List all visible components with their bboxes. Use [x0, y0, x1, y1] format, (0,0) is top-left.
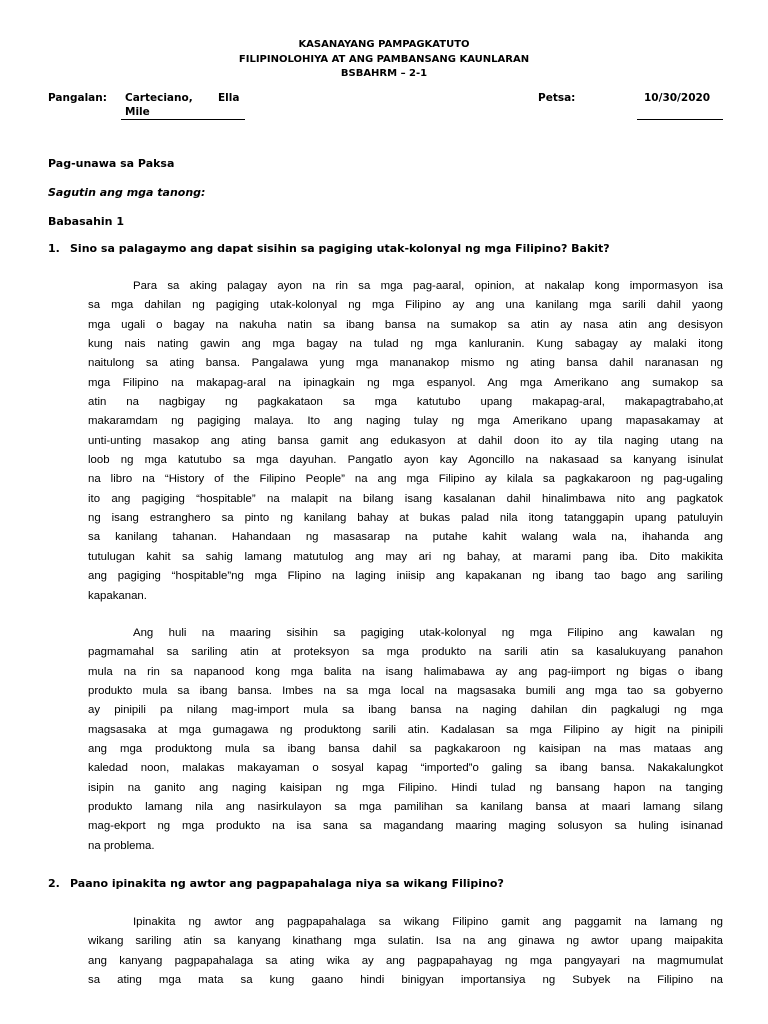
header-line-1: KASANAYANG PAMPAGKATUTO: [298, 39, 470, 50]
text-line: kaledad noon, malakas makayaman o sosyal kapag “imported”o galing sa ibang bansa. Nakakalungkot: [88, 762, 723, 775]
surname-value: Carteciano,: [125, 92, 193, 104]
question-1-number: 1.: [48, 242, 60, 255]
question-2-text: Paano ipinakita ng awtor ang pagpapahalaga niya sa wikang Filipino?: [70, 877, 504, 890]
text-line: mga Filipino na makapag-aral na ipinagkain ng mga espanyol. Ang mga Amerikano ang sumakop sa: [88, 376, 723, 389]
text-line: mga ugali o bagay na nakuha natin sa ibang bansa na sumakop sa atin ay nasa atin ang desisyon: [88, 318, 723, 331]
text-line: magsasaka at mga gumagawa ng produktong sarili atin. Kadalasan sa mga Filipino ay higit na pinipili: [88, 723, 723, 736]
text-line: isipin na ganito ang naging kaisipan ng mga Filipino. Hindi tulad ng bansang hapon na tanging: [88, 781, 723, 794]
date-underline: [637, 119, 723, 120]
reading-title: Babasahin 1: [48, 215, 124, 228]
text-line: sa mga dahilan ng pagiging utak-kolonyal ng mga Filipino ay ang una kanilang mga sarili dahil yaong: [88, 299, 723, 312]
answer-2-paragraph-1: [88, 913, 723, 990]
document-header: [0, 38, 768, 82]
date-value: 10/30/2020: [644, 92, 711, 104]
text-line: loob ng mga katutubo sa mga dayuhan. Pangatlo ayon kay Agoncillo na nakasaad sa kanyang isinulat: [88, 454, 723, 467]
text-line: ng isang estranghero sa pinto ng kanilang bahay at bukas palad nila itong tatanggapin upang patuluyin: [88, 512, 723, 525]
text-line: sa kanilang tahanan. Hahandaan ng masasarap na putahe kahit walang wala na, ihahanda ang: [88, 531, 723, 544]
text-line: na problema.: [88, 839, 155, 852]
text-line: wikang sariling atin sa kanyang kinathang mga sulatin. Isa na ang ginawa ng awtor upang maipakita: [88, 935, 723, 948]
text-line: pagmamahal sa sariling atin at proteksyon sa mga produkto na sarili atin sa kasalukuyang panahon: [88, 646, 723, 659]
text-line: atin na nagbigay ng pagkakataon sa mga katutubo upang makapag-aral, makapagtrabaho,at: [88, 396, 723, 409]
text-line: mula na rin sa napanood kong mga balita na isang halimabawa ay ang pag-iimport ng bigas o ibang: [88, 665, 723, 678]
date-label: Petsa:: [538, 92, 576, 104]
header-line-2: FILIPINOLOHIYA AT ANG PAMBANSANG KAUNLARAN: [238, 53, 530, 65]
text-line: ang kanyang pagpapahalaga sa ating wika ay ang pagpapahayag ng mga pangyayari na magmumulat: [88, 954, 723, 967]
instruction: Sagutin ang mga tanong:: [48, 186, 206, 199]
text-line: kapakanan.: [88, 589, 147, 602]
middle-name-value: Mile: [125, 106, 150, 118]
answer-1-paragraph-1: [88, 277, 723, 606]
text-line: kung nais nating gawin ang mga bagay na tulad ng mga kanluranin. Kung sabagay ay malaki itong: [88, 338, 723, 351]
text-line: ito ang pagiging “hospitable” na malapit na bilang isang kasalanan dahil hinalimbawa nito ang pagkatok: [88, 492, 723, 505]
given-name-value: Ella: [218, 92, 240, 104]
text-line: sa ating mga mata sa kung gaano hindi binigyan importansiya ng Subyek na Filipino na: [88, 974, 723, 987]
text-line: makaramdam ng pagiging malaya. Ito ang naging tulay ng mga Amerikano upang mapasakamay at: [88, 415, 723, 428]
text-line: Ipinakita ng awtor ang pagpapahalaga sa wikang Filipino gamit ang paggamit na lamang ng: [133, 916, 723, 928]
question-2-number: 2.: [48, 877, 60, 890]
question-1-text: Sino sa palagaymo ang dapat sisihin sa pagiging utak-kolonyal ng mga Filipino? Bakit?: [70, 242, 610, 255]
text-line: mag-ekport ng mga produkto na isa sana sa magandang maaring maging solusyon sa huling isinanad: [88, 820, 723, 833]
text-line: Para sa aking palagay ayon na rin sa mga pag-aaral, opinion, at nakalap kong impormasyon isa: [133, 280, 723, 292]
text-line: ay pinipili pa nilang mag-import mula sa ibang bansa na naging dahilan din pagkalugi ng mga: [88, 704, 723, 717]
text-line: produkto lamang nila ang nasirkulayon sa mga pamilihan sa kanilang bansa at maari lamang silang: [88, 801, 723, 814]
answer-1-paragraph-2: [88, 624, 723, 856]
name-label: Pangalan:: [48, 92, 107, 104]
question-2: [48, 877, 504, 890]
section-title: Pag-unawa sa Paksa: [48, 157, 175, 170]
text-line: Ang huli na maaring sisihin sa pagiging utak-kolonyal ng mga Filipino ang kawalan ng: [133, 627, 723, 639]
question-1: [48, 242, 610, 255]
text-line: ang pagiging “hospitable”ng mga Flipino na laging iniisip ang kapakanan ng ibang tao bago ang sariling: [88, 570, 723, 583]
text-line: ang mga produktong mula sa ibang bansa dahil sa pagkakaroon ng kaisipan na mas mataas ang: [88, 743, 723, 756]
text-line: naitulong sa ating bansa. Pangalawa yung mga mananakop mismo ng ating bansa dahil naranasan ng: [88, 357, 723, 370]
text-line: unti-unting masakop ang ating bansa gamit ang edukasyon at dahil doon ito ay tila naging utang na: [88, 434, 723, 447]
header-line-3: BSBAHRM – 2-1: [340, 68, 428, 79]
name-underline: [121, 119, 245, 120]
text-line: produkto mula sa ibang bansa. Imbes na sa mga local na magsasaka bumili ang mga tao sa gobyerno: [88, 685, 723, 698]
text-line: na libro na “History of the Filipino People” na ang mga Filipino ay kilala sa pagkakaroon ng pag-ugaling: [88, 473, 723, 486]
text-line: tutulugan kahit sa sahig lamang matutulog ang may ari ng bahay, at marami pang iba. Dito makikita: [88, 550, 723, 563]
